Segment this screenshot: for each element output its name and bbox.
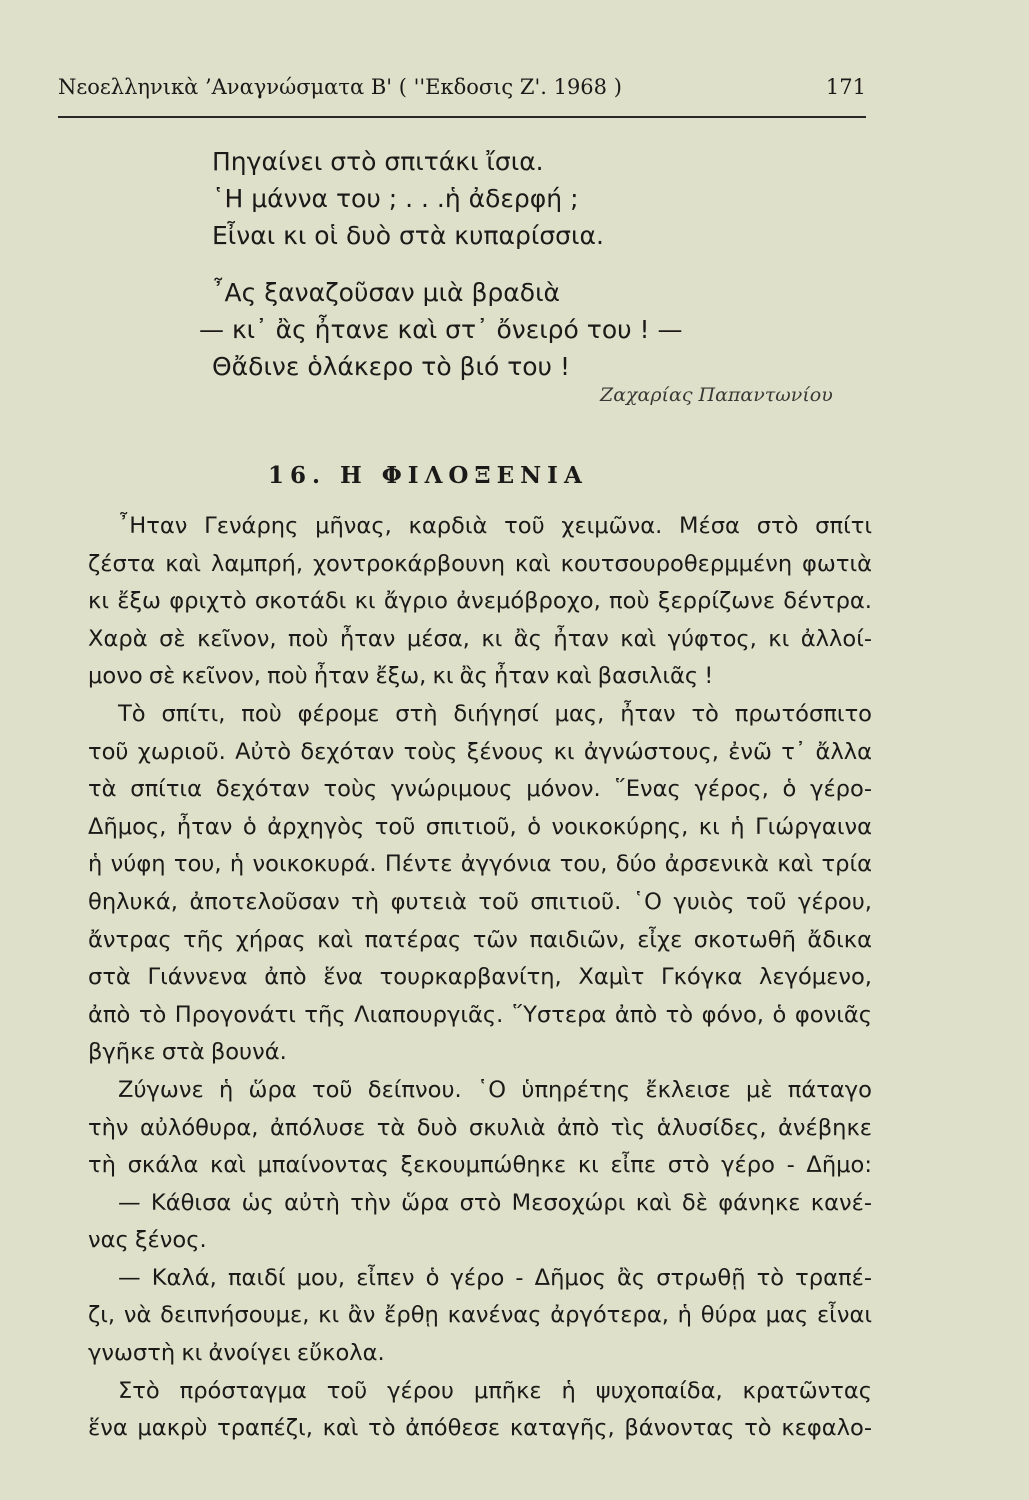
poem-line: Πηγαίνει στὸ σπιτάκι ἴσια. [212,147,544,176]
text-line: ἕνα μακρὺ τραπέζι, καὶ τὸ ἀπόθεσε καταγῆς, βάνοντας τὸ κεφαλο- [88,1415,872,1442]
text-line: τοῦ χωριοῦ. Αὐτὸ δεχόταν τοὺς ξένους κι ἀγνώστους, ἐνῶ τ᾿ ἄλλα [88,738,872,765]
poem-line: Εἶναι κι οἱ δυὸ στὰ κυπαρίσσια. [212,221,604,250]
text-line: νας ξένος. [88,1227,207,1254]
text-line: ἀπὸ τὸ Προγονάτι τῆς Λιαπουργιᾶς. ῞Υστερα ἀπὸ τὸ φόνο, ὁ φονιᾶς [88,1001,872,1028]
text-line: τὴν αὐλόθυρα, ἀπόλυσε τὰ δυὸ σκυλιὰ ἀπὸ τὶς ἁλυσίδες, ἀνέβηκε [88,1114,872,1141]
text-line: Δῆμος, ἦταν ὁ ἀρχηγὸς τοῦ σπιτιοῦ, ὁ νοικοκύρης, κι ἡ Γιώργαινα [88,813,872,840]
poem-line: — κι᾿ ἂς ἦτανε καὶ στ᾿ ὄνειρό του ! — [199,315,683,344]
text-line: ζέστα καὶ λαμπρή, χοντροκάρβουνη καὶ κουτσουροθερμμένη φωτιὰ [88,550,872,577]
text-line: ζι, νὰ δειπνήσουμε, κι ἂν ἔρθῃ κανένας ἀργότερα, ἡ θύρα μας εἶναι [88,1302,872,1329]
running-header [58,75,866,105]
text-line: Ζύγωνε ἡ ὥρα τοῦ δείπνου. ῾Ο ὑπηρέτης ἔκλεισε μὲ πάταγο [118,1076,872,1103]
poem-line: ῾Η μάννα του ; . . .ἡ ἀδερφή ; [212,184,579,213]
text-line: τὰ σπίτια δεχόταν τοὺς γνώριμους μόνον. ῞Ενας γέρος, ὁ γέρο- [88,776,872,803]
stanza-break [212,255,852,275]
section-number: 16. [268,462,327,489]
section-title: Η ΦΙΛΟΞΕΝΙΑ [340,462,588,489]
text-line: Χαρὰ σὲ κεῖνον, ποὺ ἦταν μέσα, κι ἂς ἦταν καὶ γύφτος, κι ἀλλοί- [88,625,872,652]
text-line: κι ἔξω φριχτὸ σκοτάδι κι ἄγριο ἀνεμόβροχο, ποὺ ξερρίζωνε δέντρα. [88,588,872,615]
text-line: μονο σὲ κεῖνον, ποὺ ἦταν ἔξω, κι ἂς ἦταν καὶ βασιλιᾶς ! [88,663,714,690]
poem [199,144,852,386]
text-line: ἄντρας τῆς χήρας καὶ πατέρας τῶν παιδιῶν, εἶχε σκοτωθῆ ἄδικα [88,926,872,953]
poem-author: Ζαχαρίας Παπαντωνίου [600,384,833,406]
header-rule [58,116,866,118]
text-line: — Κάθισα ὡς αὐτὴ τὴν ὥρα στὸ Μεσοχώρι καὶ δὲ φάνηκε κανέ- [118,1189,872,1216]
body-text [88,508,872,1448]
text-line: γνωστὴ κι ἀνοίγει εὔκολα. [88,1340,385,1367]
text-line: Στὸ πρόσταγμα τοῦ γέρου μπῆκε ἡ ψυχοπαίδα, κρατῶντας [118,1377,872,1404]
running-title: Νεοελληνικὰ ’Αναγνώσματα Β' ( ''Εκδοσις Ζ'. 1968 ) [58,75,622,99]
text-line: θηλυκά, ἀποτελοῦσαν τὴ φυτειὰ τοῦ σπιτιοῦ. ῾Ο γυιὸς τοῦ γέρου, [88,888,872,915]
text-line: στὰ Γιάννενα ἀπὸ ἕνα τουρκαρβανίτη, Χαμὶτ Γκόγκα λεγόμενο, [88,964,872,991]
text-line: βγῆκε στὰ βουνά. [88,1039,287,1066]
text-line: ῏Ηταν Γενάρης μῆνας, καρδιὰ τοῦ χειμῶνα. Μέσα στὸ σπίτι [118,513,872,539]
text-line: Τὸ σπίτι, ποὺ φέρομε στὴ διήγησί μας, ἦταν τὸ πρωτόσπιτο [118,700,872,727]
text-line: τὴ σκάλα καὶ μπαίνοντας ξεκουμπώθηκε κι εἶπε στὸ γέρο - Δῆμο: [88,1152,872,1179]
poem-line: Θἄδινε ὁλάκερο τὸ βιό του ! [212,352,570,381]
text-line: ἡ νύφη του, ἡ νοικοκυρά. Πέντε ἀγγόνια του, δύο ἀρσενικὰ καὶ τρία [88,851,872,878]
poem-line: ῏Ας ξαναζοῦσαν μιὰ βραδιὰ [212,278,561,307]
text-line: — Καλά, παιδί μου, εἶπεν ὁ γέρο - Δῆμος ἂς στρωθῇ τὸ τραπέ- [118,1264,872,1291]
section-heading [268,462,588,489]
page-number: 171 [825,75,866,99]
